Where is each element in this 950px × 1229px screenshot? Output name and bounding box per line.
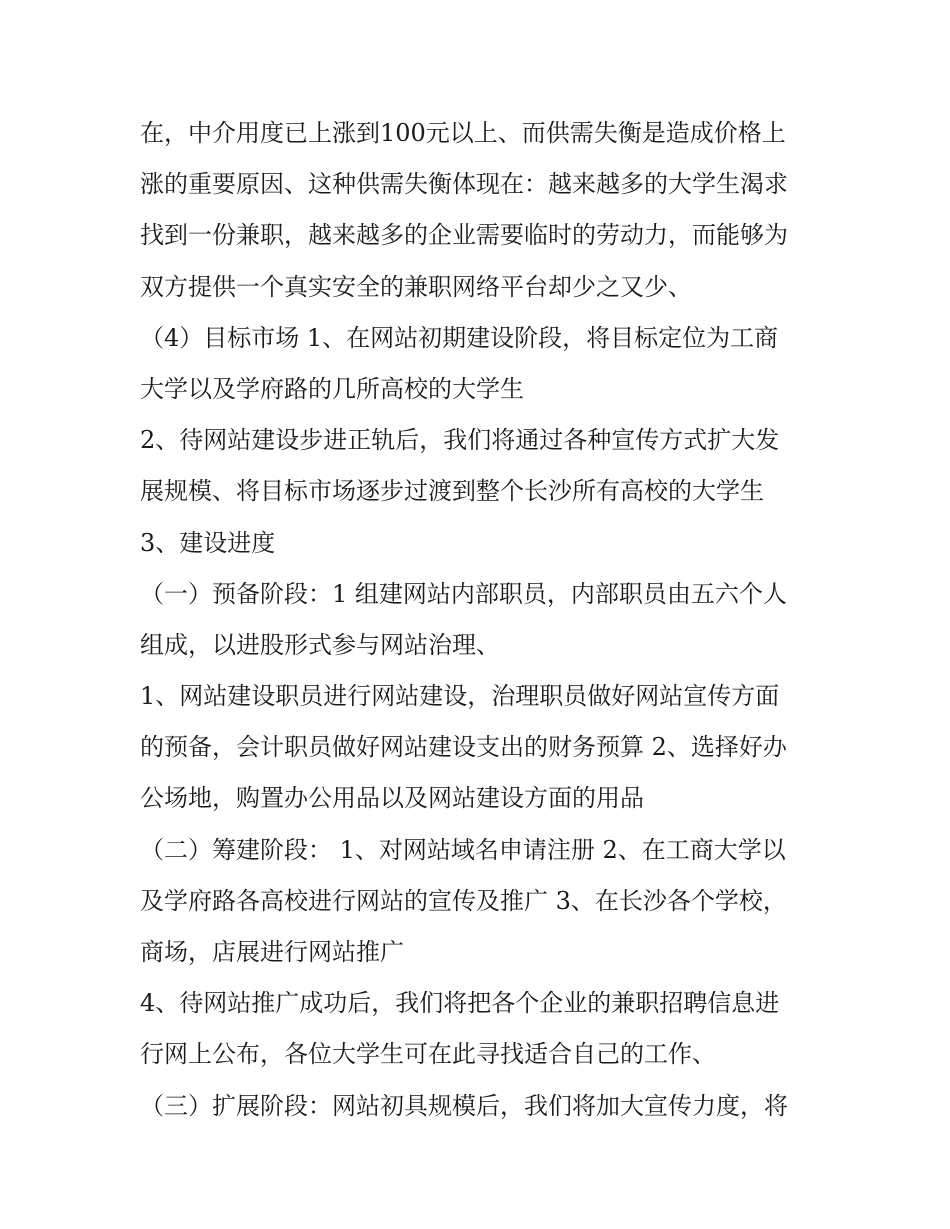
text-line: 4、待网站推广成功后，我们将把各个企业的兼职招聘信息进 <box>140 989 780 1018</box>
text-line: 行网上公布，各位大学生可在此寻找适合自己的工作、 <box>140 1040 716 1069</box>
text-line: 双方提供一个真实安全的兼职网络平台却少之又少、 <box>140 272 692 301</box>
text-line: 的预备，会计职员做好网站建设支出的财务预算 2、选择好办 <box>140 733 787 762</box>
text-line: 涨的重要原因、这种供需失衡体现在：越来越多的大学生渴求 <box>140 170 788 199</box>
text-line: 在，中介用度已上涨到100元以上、而供需失衡是造成价格上 <box>140 119 786 147</box>
text-line: 展规模、将目标市场逐步过渡到整个长沙所有高校的大学生 <box>140 477 764 506</box>
text-line: （二）筹建阶段： 1、对网站域名申请注册 2、在工商大学以 <box>140 835 786 864</box>
text-line: 组成，以进股形式参与网站治理、 <box>140 630 500 659</box>
document-body <box>140 108 830 1132</box>
text-line: （4）目标市场 1、在网站初期建设阶段，将目标定位为工商 <box>140 323 779 352</box>
text-line: 找到一份兼职，越来越多的企业需要临时的劳动力，而能够为 <box>140 221 788 250</box>
text-line: 公场地，购置办公用品以及网站建设方面的用品 <box>140 784 644 813</box>
text-line: （三）扩展阶段：网站初具规模后，我们将加大宣传力度，将 <box>140 1091 788 1120</box>
text-line: 2、待网站建设步进正轨后，我们将通过各种宣传方式扩大发 <box>140 426 780 455</box>
text-line: 商场，店展进行网站推广 <box>140 938 404 966</box>
text-line: （一）预备阶段：1 组建网站内部职员，内部职员由五六个人 <box>140 579 787 608</box>
text-line: 及学府路各高校进行网站的宣传及推广 3、在长沙各个学校， <box>140 886 787 915</box>
text-line: 3、建设进度 <box>140 528 276 557</box>
text-line: 大学以及学府路的几所高校的大学生 <box>140 374 524 403</box>
text-line: 1、网站建设职员进行网站建设，治理职员做好网站宣传方面 <box>140 682 780 711</box>
